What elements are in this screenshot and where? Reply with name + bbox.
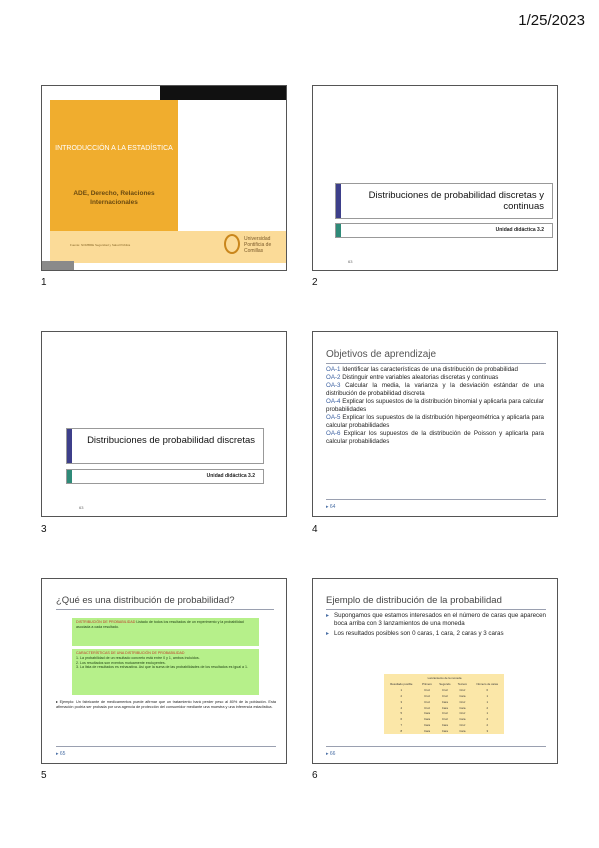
bottom-divider (326, 499, 546, 500)
table-cell: Cruz (441, 693, 448, 698)
table-cell: Cruz (424, 705, 430, 710)
coin-toss-table (384, 674, 504, 734)
page-number: 64 (329, 504, 336, 510)
bottom-divider (326, 746, 546, 747)
table-cell: 7 (400, 723, 403, 728)
table-row (384, 728, 504, 734)
page-number: 63 (79, 505, 84, 510)
print-date: 1/25/2023 (518, 12, 585, 29)
table-cell: Cruz (459, 687, 466, 692)
table-header (384, 674, 419, 681)
table-cell: Cruz (424, 687, 430, 692)
table-cell: 2 (400, 693, 403, 698)
table-header: Tercero (457, 681, 468, 686)
table-cell: Cara (441, 705, 448, 710)
title-bar (335, 183, 553, 219)
table-cell: Cara (459, 729, 466, 734)
footer (326, 504, 335, 510)
table-cell: Cara (424, 729, 431, 734)
triangle-icon: ▸ (326, 504, 329, 510)
table-cell: 3 (400, 699, 403, 704)
objective-item: OA-4 Explicar los supuestos de la distribución binomial y aplicarla para calcular probabilidades (326, 398, 544, 413)
table-cell: Cara (424, 717, 431, 722)
table-cell: Cara (459, 693, 466, 698)
bullet-list (326, 612, 546, 640)
triangle-icon: ▸ (326, 751, 329, 757)
table-cell: 6 (400, 717, 403, 722)
logo-text: Universidad Pontificia de Comillas (244, 236, 272, 254)
page-number: 66 (329, 751, 336, 757)
page-number: 63 (348, 259, 353, 264)
table-cell: 5 (400, 711, 403, 716)
slide-number: 6 (312, 770, 318, 781)
table-header: Resultado posible (390, 681, 413, 686)
table-cell: Cara (441, 729, 448, 734)
slide-number: 5 (41, 770, 47, 781)
title-bar (66, 428, 264, 464)
characteristics-heading: CARACTERÍSTICAS DE UNA DISTRIBUCIÓN DE PROBABILIDAD (76, 651, 185, 655)
table-cell: Cruz (424, 693, 430, 698)
slide-thumbnail-6[interactable] (312, 578, 558, 764)
table-cell: Cruz (459, 711, 466, 716)
fine-print: Fuente: NOMBRE Seguridad y Salud Pública (70, 243, 131, 247)
table-cell: 2 (486, 705, 489, 710)
objective-item: OA-3 Calcular la media, la varianza y la desviación estándar de una distribución de probabilidad discreta (326, 382, 544, 397)
characteristic-item: 1. La probabilidad de un resultado concreto está entre 0 y 1, ambos incluidos. (76, 655, 200, 660)
definition-text: Listado de todos los resultados de un experimento y la probabilidad asociada a cada resultado. (76, 620, 244, 629)
university-logo (224, 231, 280, 263)
slide-number: 4 (312, 524, 318, 535)
table-header: Número de caras (476, 681, 498, 686)
table-cell: Cara (424, 723, 431, 728)
top-black-bar (160, 86, 287, 100)
definition-box (72, 618, 259, 646)
slide-subtitle: ADE, Derecho, Relaciones Internacionales (73, 190, 155, 206)
slide-thumbnail-3[interactable] (41, 331, 287, 517)
seal-icon (224, 234, 240, 254)
unit-bar (66, 469, 264, 484)
footer (56, 751, 65, 757)
table-cell: Cara (424, 711, 431, 716)
objective-item: OA-6 Explicar los supuestos de la distribución de Poisson y aplicarla para calcular probabilidades (326, 430, 544, 445)
unit-label: Unidad didáctica 3.2 (206, 473, 255, 479)
slide-title: Distribuciones de probabilidad discretas (87, 435, 255, 446)
slide-thumbnail-5[interactable] (41, 578, 287, 764)
slide-number: 2 (312, 277, 318, 288)
table-cell: 2 (486, 717, 489, 722)
table-cell: Cruz (441, 687, 448, 692)
slide-title: ¿Qué es una distribución de probabilidad? (56, 595, 235, 606)
table-cell: Cruz (441, 717, 448, 722)
unit-label: Unidad didáctica 3.2 (495, 227, 544, 233)
table-cell: Cara (441, 699, 448, 704)
table-cell: Cruz (424, 699, 430, 704)
slide-number: 3 (41, 524, 47, 535)
table-cell: 3 (486, 729, 489, 734)
objective-item: OA-2 Distinguir entre variables aleatorias discretas y continuas (326, 374, 499, 381)
footer (326, 751, 335, 757)
slide-thumbnail-1[interactable] (41, 85, 287, 271)
slide-title: INTRODUCCIÓN A LA ESTADÍSTICA (55, 145, 173, 152)
table-cell: Cara (441, 723, 448, 728)
example-text: ▸ Ejemplo: Un fabricante de medicamentos puede afirmar que un tratamiento hará perder peso al 80% de la población. Esta afirmación podría ser probada por una agencia de protección del consumidor mediante una muestra y una inferencia estadística. (56, 700, 277, 709)
table-cell: Cruz (441, 711, 448, 716)
table-cell: Cara (459, 705, 466, 710)
slide-title: Objetivos de aprendizaje (326, 349, 437, 360)
objectives-list (326, 366, 544, 446)
table-cell: Cruz (459, 699, 466, 704)
characteristics-box (72, 649, 259, 695)
table-cell: Cruz (459, 723, 466, 728)
title-panel (50, 100, 178, 231)
table-group-header: Lanzamiento de la moneda (427, 675, 462, 680)
table-cell: 8 (400, 729, 403, 734)
page-number: 65 (59, 751, 66, 757)
slide-title: Distribuciones de probabilidad discretas y continuas (368, 190, 544, 212)
slide-number: 1 (41, 277, 47, 288)
table-header: Segundo (439, 681, 451, 686)
bullet-item: ▸ Los resultados posibles son 0 caras, 1 cara, 2 caras y 3 caras (326, 630, 546, 638)
table-header (470, 674, 504, 681)
table-cell: Cara (459, 717, 466, 722)
unit-bar (335, 223, 553, 238)
slide-title: Ejemplo de distribución de la probabilidad (326, 595, 502, 606)
table-cell: 1 (486, 711, 489, 716)
table-cell: 0 (486, 687, 489, 692)
table-cell: 1 (486, 699, 489, 704)
slide-thumbnail-2[interactable] (312, 85, 558, 271)
title-divider (326, 609, 546, 610)
bullet-item: ▸ Supongamos que estamos interesados en el número de caras que aparecen boca arriba con 3 lanzamientos de una moneda (326, 612, 546, 628)
bottom-divider (56, 746, 276, 747)
slide-thumbnail-4[interactable] (312, 331, 558, 517)
table-cell: 1 (486, 693, 489, 698)
objective-item: OA-1 Identificar las características de una distribución de probabilidad (326, 366, 518, 373)
characteristic-item: 2. Los resultados son eventos mutuamente excluyentes. (76, 660, 166, 665)
corner-gray-block (42, 261, 74, 271)
triangle-icon: ▸ (56, 751, 59, 757)
table-cell: 2 (486, 723, 489, 728)
characteristic-item: 3. La lista de resultados es exhaustiva. Así que la suma de las probabilidades de los resultados es igual a 1. (76, 665, 249, 670)
triangle-icon: ▸ (56, 700, 58, 704)
table-header: Primero (422, 681, 432, 686)
definition-heading: DISTRIBUCIÓN DE PROBABILIDAD (76, 620, 136, 624)
objective-item: OA-5 Explicar los supuestos de la distribución hipergeométrica y aplicarla para calcular probabilidades (326, 414, 544, 429)
title-divider (56, 609, 274, 610)
table-cell: 1 (400, 687, 403, 692)
title-divider (326, 363, 546, 364)
table-cell: 4 (400, 705, 403, 710)
